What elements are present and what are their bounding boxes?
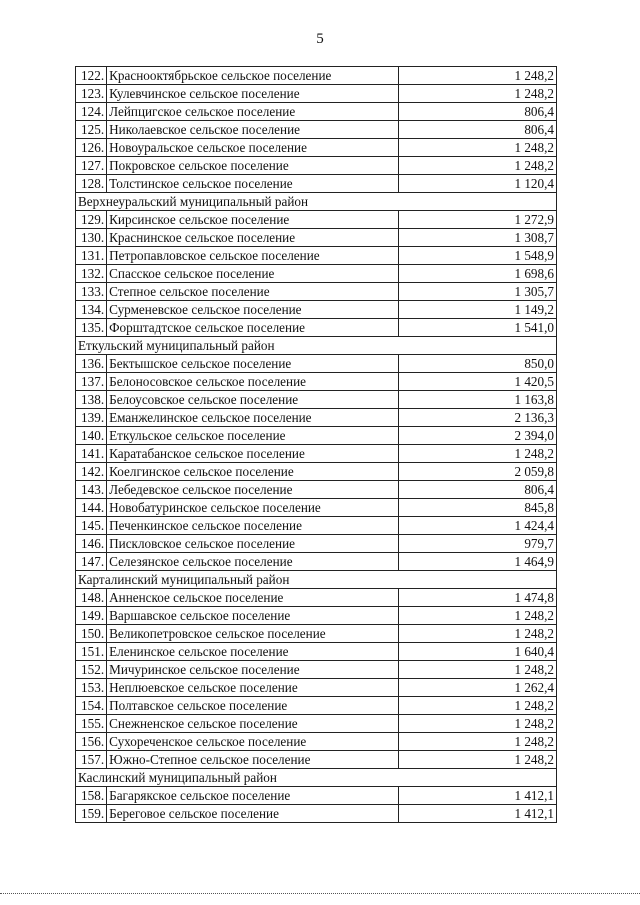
table-row bbox=[76, 607, 557, 625]
amount-value: 1 248,2 bbox=[399, 85, 557, 103]
settlement-name: Лейпцигское сельское поселение bbox=[107, 103, 399, 121]
table-row bbox=[76, 211, 557, 229]
settlement-name: Полтавское сельское поселение bbox=[107, 697, 399, 715]
row-number: 131. bbox=[76, 247, 107, 265]
row-number: 157. bbox=[76, 751, 107, 769]
settlement-name: Багарякское сельское поселение bbox=[107, 787, 399, 805]
settlement-name: Каратабанское сельское поселение bbox=[107, 445, 399, 463]
settlement-name: Краснинское сельское поселение bbox=[107, 229, 399, 247]
table-row bbox=[76, 265, 557, 283]
amount-value: 1 412,1 bbox=[399, 805, 557, 823]
row-number: 147. bbox=[76, 553, 107, 571]
page-number: 5 bbox=[316, 31, 324, 47]
settlement-name: Николаевское сельское поселение bbox=[107, 121, 399, 139]
table-row bbox=[76, 139, 557, 157]
settlement-name: Белоносовское сельское поселение bbox=[107, 373, 399, 391]
settlement-name: Кулевчинское сельское поселение bbox=[107, 85, 399, 103]
row-number: 122. bbox=[76, 67, 107, 85]
settlement-name: Береговое сельское поселение bbox=[107, 805, 399, 823]
amount-value: 1 248,2 bbox=[399, 697, 557, 715]
row-number: 149. bbox=[76, 607, 107, 625]
settlement-name: Неплюевское сельское поселение bbox=[107, 679, 399, 697]
table-row bbox=[76, 517, 557, 535]
row-number: 127. bbox=[76, 157, 107, 175]
row-number: 130. bbox=[76, 229, 107, 247]
amount-value: 1 248,2 bbox=[399, 625, 557, 643]
amount-value: 1 248,2 bbox=[399, 733, 557, 751]
amount-value: 1 308,7 bbox=[399, 229, 557, 247]
settlement-name: Толстинское сельское поселение bbox=[107, 175, 399, 193]
settlement-name: Петропавловское сельское поселение bbox=[107, 247, 399, 265]
amount-value: 1 248,2 bbox=[399, 445, 557, 463]
row-number: 152. bbox=[76, 661, 107, 679]
settlement-name: Еманжелинское сельское поселение bbox=[107, 409, 399, 427]
amount-value: 845,8 bbox=[399, 499, 557, 517]
settlement-name: Краснооктябрьское сельское поселение bbox=[107, 67, 399, 85]
table-row bbox=[76, 625, 557, 643]
settlement-name: Сурменевское сельское поселение bbox=[107, 301, 399, 319]
amount-value: 1 420,5 bbox=[399, 373, 557, 391]
district-header-row bbox=[76, 769, 557, 787]
table-row bbox=[76, 697, 557, 715]
settlement-name: Еленинское сельское поселение bbox=[107, 643, 399, 661]
row-number: 158. bbox=[76, 787, 107, 805]
table-row bbox=[76, 463, 557, 481]
settlement-name: Коелгинское сельское поселение bbox=[107, 463, 399, 481]
settlement-name: Еткульское сельское поселение bbox=[107, 427, 399, 445]
row-number: 132. bbox=[76, 265, 107, 283]
amount-value: 1 474,8 bbox=[399, 589, 557, 607]
amount-value: 1 548,9 bbox=[399, 247, 557, 265]
row-number: 135. bbox=[76, 319, 107, 337]
amount-value: 1 149,2 bbox=[399, 301, 557, 319]
table-row bbox=[76, 103, 557, 121]
settlement-name: Печенкинское сельское поселение bbox=[107, 517, 399, 535]
amount-value: 806,4 bbox=[399, 481, 557, 499]
table-row bbox=[76, 355, 557, 373]
amount-value: 1 305,7 bbox=[399, 283, 557, 301]
amount-value: 1 248,2 bbox=[399, 661, 557, 679]
table-row bbox=[76, 445, 557, 463]
row-number: 140. bbox=[76, 427, 107, 445]
settlement-name: Новоуральское сельское поселение bbox=[107, 139, 399, 157]
row-number: 153. bbox=[76, 679, 107, 697]
settlement-name: Мичуринское сельское поселение bbox=[107, 661, 399, 679]
row-number: 125. bbox=[76, 121, 107, 139]
footer-divider bbox=[0, 893, 640, 894]
settlements-table bbox=[75, 66, 557, 823]
row-number: 141. bbox=[76, 445, 107, 463]
table-row bbox=[76, 661, 557, 679]
district-name: Еткульский муниципальный район bbox=[76, 337, 557, 355]
settlement-name: Пискловское сельское поселение bbox=[107, 535, 399, 553]
table-row bbox=[76, 157, 557, 175]
table-row bbox=[76, 805, 557, 823]
table-row bbox=[76, 643, 557, 661]
row-number: 137. bbox=[76, 373, 107, 391]
table-row bbox=[76, 85, 557, 103]
table-row bbox=[76, 391, 557, 409]
district-header-row bbox=[76, 571, 557, 589]
settlement-name: Великопетровское сельское поселение bbox=[107, 625, 399, 643]
settlement-name: Снежненское сельское поселение bbox=[107, 715, 399, 733]
row-number: 159. bbox=[76, 805, 107, 823]
settlement-name: Спасское сельское поселение bbox=[107, 265, 399, 283]
amount-value: 1 272,9 bbox=[399, 211, 557, 229]
amount-value: 1 262,4 bbox=[399, 679, 557, 697]
table-row bbox=[76, 481, 557, 499]
row-number: 123. bbox=[76, 85, 107, 103]
amount-value: 1 248,2 bbox=[399, 139, 557, 157]
amount-value: 1 248,2 bbox=[399, 67, 557, 85]
row-number: 156. bbox=[76, 733, 107, 751]
table-row bbox=[76, 373, 557, 391]
amount-value: 1 248,2 bbox=[399, 751, 557, 769]
row-number: 145. bbox=[76, 517, 107, 535]
table-row bbox=[76, 499, 557, 517]
table-row bbox=[76, 301, 557, 319]
settlement-name: Бектышское сельское поселение bbox=[107, 355, 399, 373]
settlement-name: Кирсинское сельское поселение bbox=[107, 211, 399, 229]
table-row bbox=[76, 247, 557, 265]
table-row bbox=[76, 679, 557, 697]
settlement-name: Анненское сельское поселение bbox=[107, 589, 399, 607]
district-name: Верхнеуральский муниципальный район bbox=[76, 193, 557, 211]
row-number: 134. bbox=[76, 301, 107, 319]
amount-value: 1 248,2 bbox=[399, 715, 557, 733]
table-row bbox=[76, 733, 557, 751]
row-number: 144. bbox=[76, 499, 107, 517]
table-row bbox=[76, 409, 557, 427]
table-row bbox=[76, 535, 557, 553]
settlement-name: Южно-Степное сельское поселение bbox=[107, 751, 399, 769]
row-number: 151. bbox=[76, 643, 107, 661]
table-row bbox=[76, 427, 557, 445]
amount-value: 1 464,9 bbox=[399, 553, 557, 571]
table-row bbox=[76, 787, 557, 805]
amount-value: 2 394,0 bbox=[399, 427, 557, 445]
settlement-name: Сухореченское сельское поселение bbox=[107, 733, 399, 751]
amount-value: 806,4 bbox=[399, 121, 557, 139]
table-row bbox=[76, 175, 557, 193]
table-row bbox=[76, 715, 557, 733]
amount-value: 1 640,4 bbox=[399, 643, 557, 661]
row-number: 129. bbox=[76, 211, 107, 229]
table-row bbox=[76, 67, 557, 85]
amount-value: 1 248,2 bbox=[399, 607, 557, 625]
amount-value: 979,7 bbox=[399, 535, 557, 553]
row-number: 143. bbox=[76, 481, 107, 499]
table-row bbox=[76, 751, 557, 769]
row-number: 128. bbox=[76, 175, 107, 193]
settlement-name: Селезянское сельское поселение bbox=[107, 553, 399, 571]
settlement-name: Новобатуринское сельское поселение bbox=[107, 499, 399, 517]
row-number: 148. bbox=[76, 589, 107, 607]
district-header-row bbox=[76, 193, 557, 211]
settlement-name: Форштадтское сельское поселение bbox=[107, 319, 399, 337]
row-number: 133. bbox=[76, 283, 107, 301]
settlement-name: Лебедевское сельское поселение bbox=[107, 481, 399, 499]
table-row bbox=[76, 229, 557, 247]
table-row bbox=[76, 319, 557, 337]
row-number: 124. bbox=[76, 103, 107, 121]
amount-value: 1 541,0 bbox=[399, 319, 557, 337]
amount-value: 806,4 bbox=[399, 103, 557, 121]
row-number: 146. bbox=[76, 535, 107, 553]
amount-value: 2 059,8 bbox=[399, 463, 557, 481]
table-row bbox=[76, 589, 557, 607]
row-number: 154. bbox=[76, 697, 107, 715]
amount-value: 850,0 bbox=[399, 355, 557, 373]
row-number: 139. bbox=[76, 409, 107, 427]
amount-value: 1 163,8 bbox=[399, 391, 557, 409]
settlement-name: Варшавское сельское поселение bbox=[107, 607, 399, 625]
amount-value: 2 136,3 bbox=[399, 409, 557, 427]
amount-value: 1 248,2 bbox=[399, 157, 557, 175]
amount-value: 1 412,1 bbox=[399, 787, 557, 805]
settlement-name: Степное сельское поселение bbox=[107, 283, 399, 301]
row-number: 136. bbox=[76, 355, 107, 373]
row-number: 142. bbox=[76, 463, 107, 481]
table-row bbox=[76, 283, 557, 301]
amount-value: 1 424,4 bbox=[399, 517, 557, 535]
district-name: Каслинский муниципальный район bbox=[76, 769, 557, 787]
table-body bbox=[76, 67, 557, 823]
district-name: Карталинский муниципальный район bbox=[76, 571, 557, 589]
row-number: 155. bbox=[76, 715, 107, 733]
settlement-name: Покровское сельское поселение bbox=[107, 157, 399, 175]
table-row bbox=[76, 121, 557, 139]
row-number: 138. bbox=[76, 391, 107, 409]
amount-value: 1 120,4 bbox=[399, 175, 557, 193]
table-row bbox=[76, 553, 557, 571]
amount-value: 1 698,6 bbox=[399, 265, 557, 283]
district-header-row bbox=[76, 337, 557, 355]
row-number: 150. bbox=[76, 625, 107, 643]
settlement-name: Белоусовское сельское поселение bbox=[107, 391, 399, 409]
row-number: 126. bbox=[76, 139, 107, 157]
